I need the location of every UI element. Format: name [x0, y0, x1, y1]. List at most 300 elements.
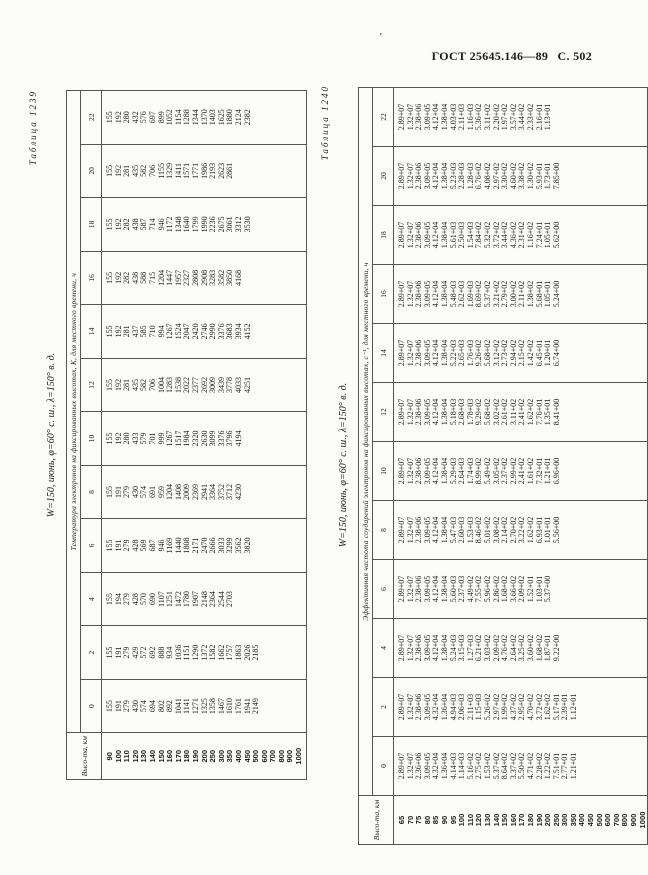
height-value: 150 — [500, 813, 510, 827]
value-column — [394, 383, 648, 442]
table-cell: 6.45+01 — [534, 339, 544, 367]
time-header: 16 — [373, 265, 394, 324]
table-cell: 7.85+00 — [551, 162, 561, 190]
table-cell: 3820 — [242, 537, 252, 554]
table-cell: 5.37+00 — [543, 575, 553, 603]
table-cell: 1204 — [165, 484, 175, 501]
table-cell: 9.26+02 — [474, 339, 484, 367]
table-cell: 155 — [105, 539, 114, 552]
table-cell: 1372 — [199, 644, 209, 661]
table-cell: 3.30+02 — [500, 162, 510, 190]
value-column — [102, 198, 307, 252]
value-column — [102, 144, 307, 198]
table-cell: 2.31+02 — [517, 221, 527, 249]
table-cell: 946 — [156, 218, 166, 231]
table-cell: 2.38+06 — [414, 634, 424, 662]
table-cell: 1.01+01 — [543, 516, 553, 544]
table-cell: 1447 — [165, 269, 175, 286]
table-cell: 2327 — [182, 269, 192, 286]
table-cell: 1.05+01 — [543, 280, 553, 308]
table-cell: 438 — [130, 218, 140, 231]
table-cell: 1662 — [216, 644, 226, 661]
table-cell: 8.64+02 — [500, 752, 510, 780]
table-cell: 706 — [147, 164, 157, 177]
table-cell: 1761 — [233, 698, 243, 715]
table-cell: 2861 — [225, 162, 235, 179]
height-value: 600 — [603, 813, 613, 827]
table-cell: 1.30+02 — [525, 162, 535, 190]
table-cell: 1.21+01 — [568, 752, 578, 780]
table-cell: 7.51+01 — [551, 752, 561, 780]
time-header: 10 — [373, 442, 394, 501]
height-value: 700 — [268, 749, 278, 763]
table-cell: 2544 — [216, 591, 226, 608]
table-cell: 8.41+00 — [551, 398, 561, 426]
table-cell: 279 — [122, 486, 132, 499]
table-cell: 1.97+02 — [500, 103, 510, 131]
table-cell: 587 — [139, 218, 149, 231]
table-1240-block — [320, 85, 647, 845]
time-header: 6 — [81, 519, 102, 573]
table-cell: 714 — [147, 218, 157, 231]
time-header: 4 — [81, 572, 102, 626]
table-cell: 3.44+02 — [517, 103, 527, 131]
table-cell: 155 — [105, 218, 114, 231]
table-cell: 2382 — [242, 109, 252, 126]
height-header: Высо-та, км — [67, 733, 102, 780]
table-cell: 5.61+03 — [448, 221, 458, 249]
table-cell: 3.11+02 — [508, 398, 518, 426]
table-cell: 1.32+07 — [405, 575, 415, 603]
table-cell: 4.12+04 — [431, 575, 441, 603]
table-cell: 5.93+01 — [534, 162, 544, 190]
table-cell: 5.24+03 — [448, 634, 458, 662]
table-cell: 1288 — [182, 109, 192, 126]
table-cell: 3.38+02 — [517, 162, 527, 190]
table-cell: 1408 — [173, 484, 183, 501]
table-cell: 3.21+02 — [491, 280, 501, 308]
table-cell: 279 — [122, 700, 132, 713]
table-cell: 281 — [122, 378, 132, 391]
height-value: 70 — [405, 815, 415, 825]
table-cell: 2.38+06 — [414, 398, 424, 426]
table-cell: 1.20+01 — [543, 339, 553, 367]
table-cell: 2.20+02 — [491, 103, 501, 131]
table-caption: Эффективная частота соударений электронов на фиксированных высотах, с⁻¹, для местного времени, ч — [359, 88, 373, 796]
table-cell: 1799 — [190, 216, 200, 233]
table-cell: 802 — [156, 700, 166, 713]
table-cell: 4194 — [233, 430, 243, 447]
table-cell: 1267 — [165, 323, 175, 340]
table-cell: 281 — [122, 325, 132, 338]
table-cell: 1.12+01 — [568, 693, 578, 721]
table-cell: 1.62+02 — [543, 693, 553, 721]
table-cell: 2364 — [208, 591, 218, 608]
height-value: 700 — [611, 813, 621, 827]
table-cell: 2.79+02 — [500, 280, 510, 308]
table-cell: 2.89+07 — [397, 103, 406, 131]
table-cell: 2.89+07 — [397, 693, 406, 721]
table-cell: 4033 — [233, 376, 243, 393]
table-cell: 155 — [105, 593, 114, 606]
table-cell: 2703 — [225, 591, 235, 608]
table-cell: 1.62+02 — [525, 516, 535, 544]
table-cell: 1169 — [165, 537, 175, 554]
table-cell: 1.32+07 — [405, 457, 415, 485]
page-number: С. 502 — [557, 49, 592, 63]
table-cell: 2.99+02 — [508, 457, 518, 485]
table-cell: 5.22+03 — [448, 339, 458, 367]
table-cell: 2692 — [199, 376, 209, 393]
table-cell: 4.60+02 — [508, 162, 518, 190]
table-cell: 3376 — [216, 430, 226, 447]
height-value: 140 — [147, 749, 157, 763]
time-header: 22 — [81, 91, 102, 145]
table-cell: 4230 — [233, 484, 243, 501]
table-cell: 2470 — [199, 537, 209, 554]
table-cell: 2.11+03 — [457, 103, 467, 131]
table-cell: 5.96+02 — [482, 575, 492, 603]
value-column — [102, 679, 307, 733]
table-cell: 1.78+03 — [465, 398, 475, 426]
table-cell: 569 — [139, 539, 149, 552]
table-cell: 2148 — [199, 591, 209, 608]
table-cell: 3.00+02 — [508, 280, 518, 308]
table-cell: 2.41+02 — [517, 398, 527, 426]
table-cell: 3.72+02 — [491, 221, 501, 249]
table-cell: 432 — [130, 111, 140, 124]
table-cell: 2.28+03 — [457, 162, 467, 190]
table-cell: 1941 — [242, 698, 252, 715]
value-column — [394, 88, 648, 147]
table-cell: 3683 — [225, 323, 235, 340]
table-cell: 2.14+02 — [500, 516, 510, 544]
table-cell: 1.15+03 — [474, 693, 484, 721]
time-header: 2 — [373, 678, 394, 737]
table-cell: 4.37+02 — [508, 693, 518, 721]
table-cell: 3009 — [208, 376, 218, 393]
height-value: 350 — [225, 749, 235, 763]
table-cell: 280 — [122, 111, 132, 124]
table-cell: 3.72+02 — [534, 693, 544, 721]
table-cell: 3.03+02 — [482, 634, 492, 662]
table-cell: 692 — [147, 646, 157, 659]
table-cell: 2.11+03 — [465, 693, 475, 721]
table-cell: 1517 — [173, 430, 183, 447]
height-value: 95 — [448, 815, 458, 825]
table-cell: 9.22+00 — [551, 634, 561, 662]
table-cell: 892 — [165, 700, 175, 713]
height-value: 250 — [208, 749, 218, 763]
table-cell: 192 — [113, 271, 123, 284]
table-cell: 1.42+02 — [525, 339, 535, 367]
table-cell: 2.38+06 — [414, 575, 424, 603]
height-header: Высо-та, км — [359, 796, 394, 845]
height-value: 300 — [216, 749, 226, 763]
table-cell: 4.12+04 — [431, 162, 441, 190]
table-cell: 6.96+00 — [551, 457, 561, 485]
table-cell: 585 — [139, 325, 149, 338]
table-cell: 2.89+07 — [397, 339, 406, 367]
value-column — [102, 91, 307, 145]
table-cell: 3.60+02 — [525, 634, 535, 662]
table-cell: 1880 — [225, 109, 235, 126]
time-header: 20 — [81, 144, 102, 198]
table-cell: 1.32+07 — [405, 280, 415, 308]
table-cell: 1271 — [190, 698, 200, 715]
table-cell: 194 — [113, 593, 123, 606]
table-cell: 2.39+01 — [560, 693, 570, 721]
table-cell: 1204 — [156, 269, 166, 286]
table-cell: 1403 — [208, 109, 218, 126]
table-cell: 4.71+02 — [525, 752, 535, 780]
table-cell: 2.09+02 — [491, 634, 501, 662]
table-cell: 8.69+02 — [474, 280, 484, 308]
table-cell: 1.68+02 — [500, 575, 510, 603]
table-cell: 4.12+04 — [431, 634, 441, 662]
table-cell: 3582 — [216, 269, 226, 286]
table-cell: 1771 — [190, 162, 200, 179]
table-cell: 1.36+04 — [439, 693, 449, 721]
table-cell: 429 — [130, 646, 140, 659]
height-value: 180 — [525, 813, 535, 827]
table-cell: 3.09+05 — [422, 103, 432, 131]
table-cell: 9.29+02 — [474, 398, 484, 426]
table-cell: 192 — [113, 325, 123, 338]
table-cell: 2.89+07 — [397, 634, 406, 662]
time-header: 14 — [81, 305, 102, 359]
table-cell: 3299 — [225, 537, 235, 554]
value-column — [394, 324, 648, 383]
table-cell: 7.24+01 — [534, 221, 544, 249]
table-cell: 1.38+04 — [439, 103, 449, 131]
table-cell: 155 — [105, 486, 114, 499]
table-cell: 3.08+02 — [491, 516, 501, 544]
table-cell: 2.15+02 — [517, 339, 527, 367]
value-column — [394, 737, 648, 796]
height-value: 100 — [457, 813, 467, 827]
table-cell: 3.05+02 — [491, 457, 501, 485]
table-cell: 4.76+02 — [500, 634, 510, 662]
height-value: 350 — [568, 813, 578, 827]
table-cell: 1.28+03 — [465, 162, 475, 190]
table-cell: 2369 — [190, 484, 200, 501]
table-cell: 3.12+02 — [491, 339, 501, 367]
table-cell: 2026 — [242, 644, 252, 661]
time-header: 18 — [81, 198, 102, 252]
table-cell: 1.87+01 — [543, 634, 553, 662]
table-cell: 428 — [130, 539, 140, 552]
table-cell: 4.12+04 — [431, 339, 441, 367]
table-cell: 2.62+03 — [457, 280, 467, 308]
table-cell: 1.38+04 — [439, 398, 449, 426]
table-cell: 279 — [122, 593, 132, 606]
table-cell: 2675 — [216, 216, 226, 233]
table-cell: 1.38+04 — [439, 339, 449, 367]
table-cell: 1344 — [190, 109, 200, 126]
table-title: W=150, июнь, φ=60° с. ш., λ=150° в. д. — [338, 382, 349, 548]
table-cell: 946 — [156, 539, 166, 552]
table-cell: 3.22+02 — [517, 516, 527, 544]
table-cell: 574 — [139, 700, 149, 713]
table-cell: 1.14+03 — [457, 752, 467, 780]
table-cell: 280 — [122, 432, 132, 445]
height-value: 90 — [105, 751, 114, 761]
value-column — [394, 147, 648, 206]
table-cell: 3.09+05 — [422, 693, 432, 721]
table-cell: 2.16+01 — [534, 103, 544, 131]
height-value: 65 — [397, 815, 406, 825]
table-cell: 1538 — [173, 376, 183, 393]
table-cell: 430 — [130, 700, 140, 713]
value-column — [394, 206, 648, 265]
height-value: 900 — [285, 749, 295, 763]
table-cell: 2.77+01 — [560, 752, 570, 780]
time-header: 8 — [373, 501, 394, 560]
table-cell: 1052 — [165, 109, 175, 126]
table-cell: 2.37+03 — [457, 575, 467, 603]
time-header: 12 — [81, 358, 102, 412]
value-column — [394, 560, 648, 619]
table-cell: 5.62+00 — [551, 221, 561, 249]
table-cell: 192 — [113, 111, 123, 124]
value-column — [102, 465, 307, 519]
table-cell: 1.38+04 — [439, 280, 449, 308]
table-cell: 155 — [105, 646, 114, 659]
table-cell: 1283 — [165, 376, 175, 393]
table-cell: 2.41+02 — [517, 457, 527, 485]
table-cell: 1957 — [173, 269, 183, 286]
table-cell: 1.16+02 — [525, 221, 535, 249]
table-cell: 994 — [156, 325, 166, 338]
table-cell: 3778 — [225, 376, 235, 393]
table-cell: 715 — [147, 271, 157, 284]
table-cell: 2.38+06 — [414, 162, 424, 190]
table-1240 — [358, 87, 648, 845]
table-cell: 3.11+02 — [482, 103, 492, 131]
table-cell: 4.12+04 — [431, 221, 441, 249]
table-cell: 7.55+02 — [474, 575, 484, 603]
table-cell: 1.36+04 — [439, 752, 449, 780]
time-header: 16 — [81, 251, 102, 305]
table-cell: 2.61+02 — [500, 398, 510, 426]
table-cell: 3.57+02 — [508, 103, 518, 131]
table-cell: 1.61+02 — [525, 457, 535, 485]
value-column — [394, 501, 648, 560]
table-cell: 5.24+00 — [551, 280, 561, 308]
table-cell: 192 — [113, 432, 123, 445]
table-cell: 1.32+07 — [405, 634, 415, 662]
table-cell: 1.16+03 — [465, 103, 475, 131]
table-cell: 1370 — [199, 109, 209, 126]
table-cell: 1.35+01 — [543, 398, 553, 426]
table-cell: 5.37+02 — [491, 752, 501, 780]
table-cell: 2.38+06 — [414, 457, 424, 485]
table-cell: 5.50+02 — [517, 752, 527, 780]
table-cell: 2.89+07 — [397, 398, 406, 426]
table-cell: 1251 — [165, 591, 175, 608]
table-cell: 2.09+02 — [517, 575, 527, 603]
heights-column — [394, 796, 648, 845]
table-cell: 1107 — [156, 591, 166, 607]
table-cell: 1625 — [216, 109, 226, 126]
table-cell: 430 — [130, 486, 140, 499]
table-cell: 1.13+01 — [543, 103, 553, 131]
height-value: 85 — [431, 815, 441, 825]
table-cell: 279 — [122, 539, 132, 552]
value-column — [102, 305, 307, 359]
table-cell: 5.17+01 — [551, 693, 561, 721]
table-cell: 6.74+00 — [551, 339, 561, 367]
table-cell: 1472 — [173, 591, 183, 608]
table-cell: 279 — [122, 646, 132, 659]
table-cell: 2.38+06 — [414, 103, 424, 131]
table-cell: 3312 — [233, 216, 243, 233]
table-cell: 5.18+03 — [448, 398, 458, 426]
page-header — [432, 49, 592, 64]
table-label: Таблица 1240 — [320, 85, 330, 161]
table-cell: 4.03+03 — [448, 103, 458, 131]
height-value: 1000 — [294, 747, 304, 765]
table-cell: 435 — [130, 164, 140, 177]
table-cell: 2149 — [251, 698, 261, 715]
table-cell: 3.25+02 — [517, 634, 527, 662]
table-cell: 2.06+03 — [457, 693, 467, 721]
table-cell: 2.50+03 — [457, 221, 467, 249]
table-cell: 192 — [113, 164, 123, 177]
table-cell: 2.75+02 — [474, 752, 484, 780]
table-cell: 4.14+03 — [448, 752, 458, 780]
table-cell: 3.09+05 — [422, 516, 432, 544]
table-cell: 3099 — [208, 430, 218, 447]
table-cell: 191 — [113, 486, 123, 499]
table-cell: 1004 — [156, 376, 166, 393]
table-cell: 570 — [139, 593, 149, 606]
table-cell: 1267 — [165, 430, 175, 447]
table-cell: 2.37+02 — [500, 457, 510, 485]
table-cell: 155 — [105, 378, 114, 391]
table-cell: 1.32+07 — [405, 398, 415, 426]
table-cell: 2.28+02 — [534, 752, 544, 780]
table-cell: 2022 — [182, 376, 192, 393]
table-cell: 1.05+01 — [543, 221, 553, 249]
table-cell: 5.68+02 — [482, 398, 492, 426]
table-cell: 3376 — [216, 323, 226, 340]
table-cell: 3.09+05 — [422, 162, 432, 190]
table-cell: 4.36+02 — [508, 221, 518, 249]
table-cell: 4.49+02 — [465, 575, 475, 603]
table-cell: 2377 — [190, 376, 200, 393]
table-cell: 2.38+06 — [414, 221, 424, 249]
table-cell: 3850 — [225, 269, 235, 286]
table-cell: 5.32+02 — [482, 221, 492, 249]
table-cell: 3.66+02 — [508, 575, 518, 603]
table-cell: 4.12+04 — [431, 280, 441, 308]
height-value: 300 — [560, 813, 570, 827]
time-header: 6 — [373, 560, 394, 619]
table-cell: 5.47+03 — [448, 516, 458, 544]
table-cell: 1.54+03 — [465, 221, 475, 249]
value-column — [102, 626, 307, 680]
table-cell: 3283 — [208, 269, 218, 286]
table-cell: 4152 — [242, 323, 252, 340]
time-header: 18 — [373, 206, 394, 265]
table-cell: 3.09+05 — [422, 280, 432, 308]
height-value: 450 — [586, 813, 596, 827]
table-cell: 2.65+03 — [457, 339, 467, 367]
height-value: 250 — [551, 813, 561, 827]
table-cell: 2630 — [199, 430, 209, 447]
